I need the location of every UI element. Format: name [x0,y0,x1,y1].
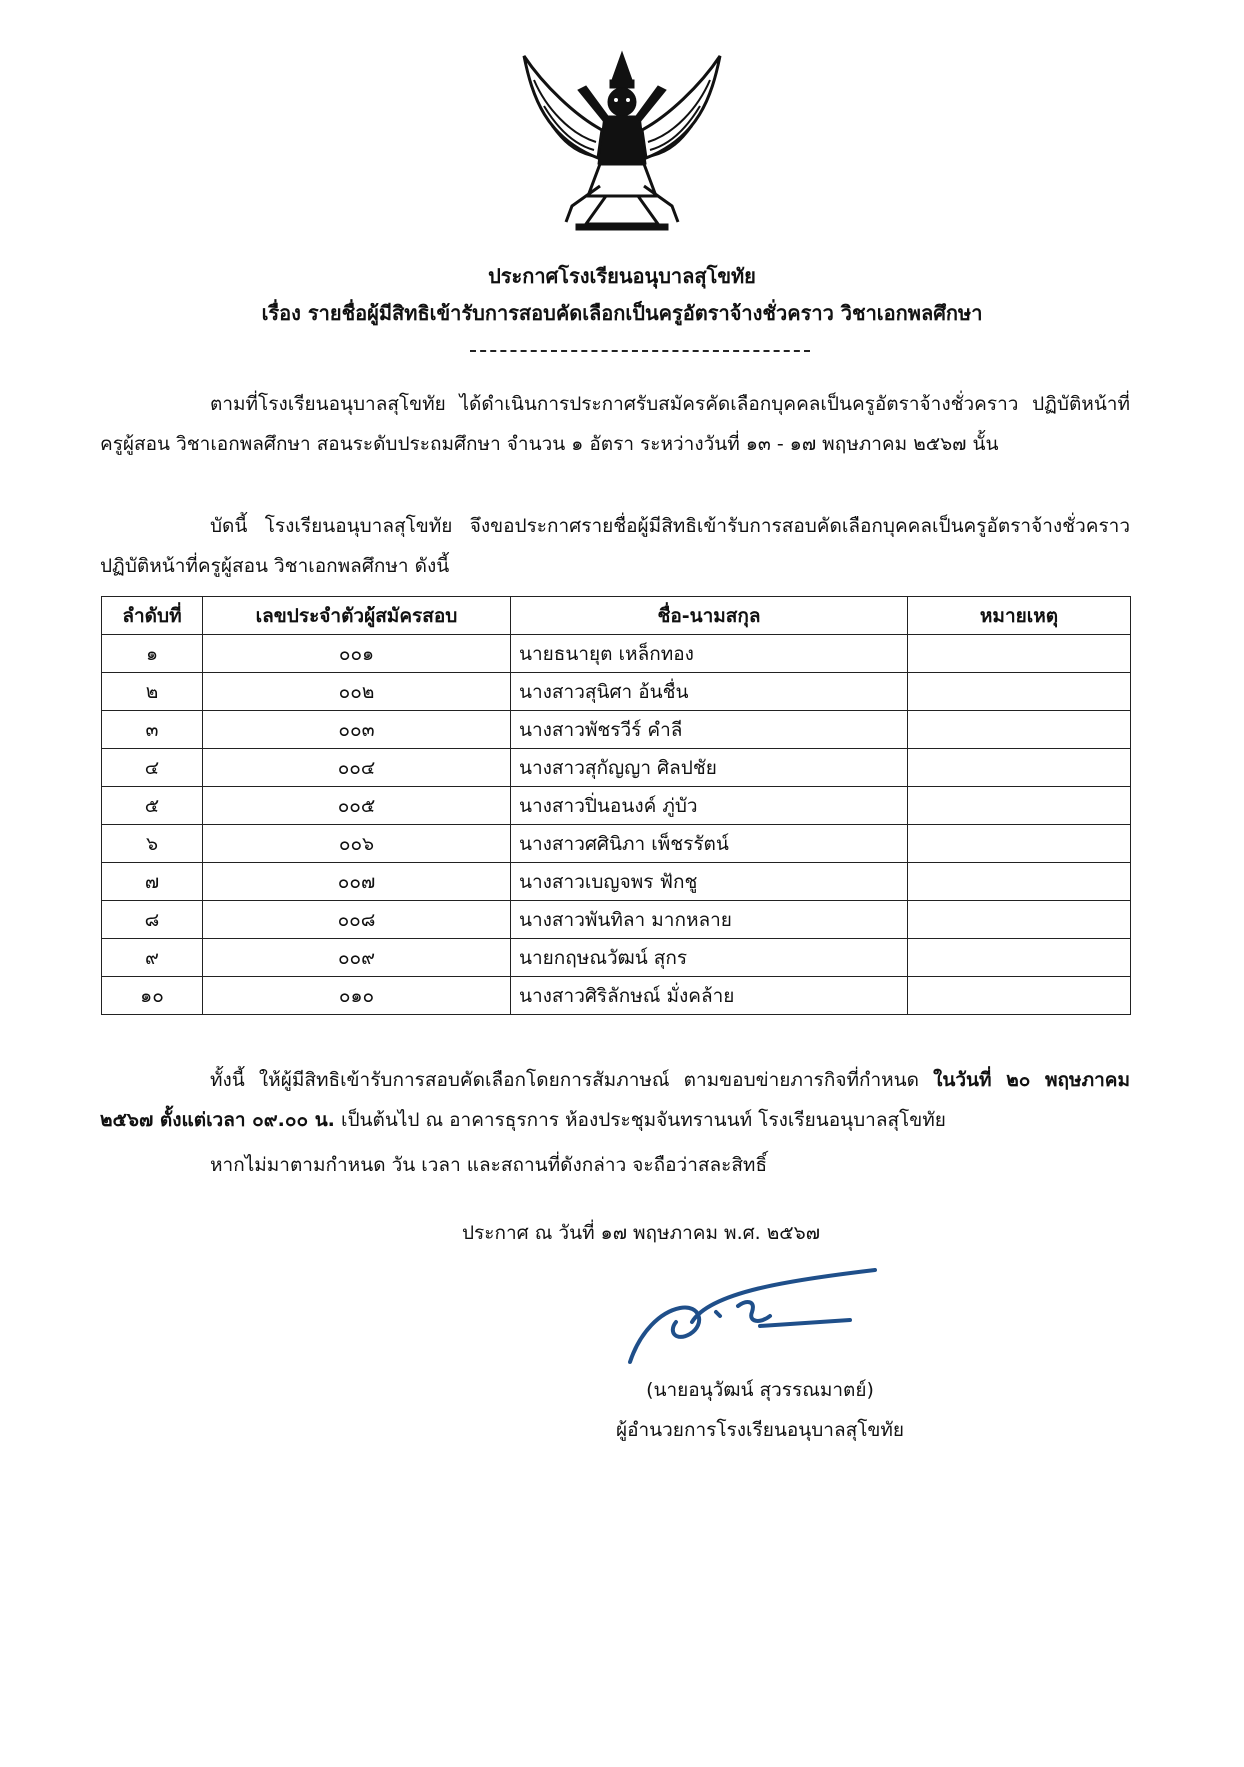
schedule-paragraph [100,1060,1130,1140]
document-title: ประกาศโรงเรียนอนุบาลสุโขทัย [488,264,756,288]
row-no: ๑ [102,635,203,673]
table-row [102,863,1131,901]
garuda-emblem-icon [516,46,728,236]
row-no: ๙ [102,939,203,977]
signer-block [560,1370,960,1450]
table-row [102,939,1131,977]
row-no: ๔ [102,749,203,787]
row-applicant-id: ๐๐๘ [203,901,511,939]
header-name: ชื่อ-นามสกุล [511,597,908,635]
row-applicant-id: ๐๐๒ [203,673,511,711]
table-row [102,901,1131,939]
row-note [908,863,1131,901]
row-no: ๓ [102,711,203,749]
row-note [908,673,1131,711]
document-subject: เรื่อง รายชื่อผู้มีสิทธิเข้ารับการสอบคัดเลือกเป็นครูอัตราจ้างชั่วคราว วิชาเอกพลศึกษา [261,301,983,325]
row-no: ๑๐ [102,977,203,1015]
row-applicant-id: ๐๐๖ [203,825,511,863]
row-applicant-id: ๐๐๙ [203,939,511,977]
row-no: ๒ [102,673,203,711]
candidates-table [101,596,1131,1015]
row-name: นายกฤษณวัฒน์ สุกร [511,939,908,977]
row-applicant-id: ๐๐๑ [203,635,511,673]
intro-paragraph [100,384,1130,464]
row-applicant-id: ๐๐๓ [203,711,511,749]
table-row [102,673,1131,711]
row-no: ๘ [102,901,203,939]
announce-date: ประกาศ ณ วันที่ ๑๗ พฤษภาคม พ.ศ. ๒๕๖๗ [462,1222,820,1244]
row-applicant-id: ๐๐๗ [203,863,511,901]
table-row [102,977,1131,1015]
signature-icon [620,1262,880,1372]
schedule-text: ทั้งนี้ ให้ผู้มีสิทธิเข้ารับการสอบคัดเลือกโดยการสัมภาษณ์ ตามขอบข่ายภารกิจที่กำหนด [210,1069,934,1091]
signer-name: (นายอนุวัฒน์ สุวรรณมาตย์) [646,1379,874,1401]
announcement-paragraph [100,506,1130,586]
schedule-location: เป็นต้นไป ณ อาคารธุรการ ห้องประชุมจันทรานนท์ โรงเรียนอนุบาลสุโขทัย [334,1109,946,1131]
row-name: นายธนายุต เหล็กทอง [511,635,908,673]
row-name: นางสาวสุกัญญา ศิลปชัย [511,749,908,787]
title-divider [470,350,810,352]
row-name: นางสาวปิ่นอนงค์ ภู่บัว [511,787,908,825]
row-note [908,977,1131,1015]
table-row [102,825,1131,863]
table-header-row [102,597,1131,635]
row-applicant-id: ๐๐๔ [203,749,511,787]
announcement-text: บัดนี้ โรงเรียนอนุบาลสุโขทัย จึงขอประกาศรายชื่อผู้มีสิทธิเข้ารับการสอบคัดเลือกบุคคลเป็นครูอัตราจ้างชั่วคราว ปฏิบัติหน้าที่ครูผู้สอน วิชาเอกพลศึกษา ดังนี้ [100,515,1130,577]
row-note [908,901,1131,939]
row-name: นางสาวเบญจพร ฟักชู [511,863,908,901]
row-note [908,825,1131,863]
row-applicant-id: ๐๐๕ [203,787,511,825]
row-name: นางสาวพันทิลา มากหลาย [511,901,908,939]
table-row [102,635,1131,673]
intro-text: ตามที่โรงเรียนอนุบาลสุโขทัย ได้ดำเนินการประกาศรับสมัครคัดเลือกบุคคลเป็นครูอัตราจ้างชั่วคราว ปฏิบัติหน้าที่ครูผู้สอน วิชาเอกพลศึกษา สอนระดับประถมศึกษา จำนวน ๑ อัตรา ระหว่างวันที่ ๑๓ - ๑๗ พฤษภาคม ๒๕๖๗ นั้น [100,393,1130,455]
signer-position: ผู้อำนวยการโรงเรียนอนุบาลสุโขทัย [615,1419,905,1441]
row-note [908,939,1131,977]
row-note [908,635,1131,673]
schedule-date-time: ในวันที่ ๒๐ พฤษภาคม ๒๕๖๗ ตั้งแต่เวลา ๐๙.๐๐ น. [100,1069,1131,1131]
row-name: นางสาวพัชรวีร์ คำลี [511,711,908,749]
row-note [908,749,1131,787]
row-note [908,711,1131,749]
table-row [102,787,1131,825]
header-no: ลำดับที่ [102,597,203,635]
table-row [102,749,1131,787]
table-row [102,711,1131,749]
header-applicant-id: เลขประจำตัวผู้สมัครสอบ [203,597,511,635]
row-no: ๗ [102,863,203,901]
row-name: นางสาวศิริลักษณ์ มั่งคล้าย [511,977,908,1015]
row-name: นางสาวศศินิภา เพ็ชรรัตน์ [511,825,908,863]
row-name: นางสาวสุนิศา อ้นชื่น [511,673,908,711]
row-no: ๖ [102,825,203,863]
header-note: หมายเหตุ [908,597,1131,635]
row-no: ๕ [102,787,203,825]
forfeit-warning: หากไม่มาตามกำหนด วัน เวลา และสถานที่ดังกล่าว จะถือว่าสละสิทธิ์ [210,1154,768,1176]
row-note [908,787,1131,825]
row-applicant-id: ๐๑๐ [203,977,511,1015]
